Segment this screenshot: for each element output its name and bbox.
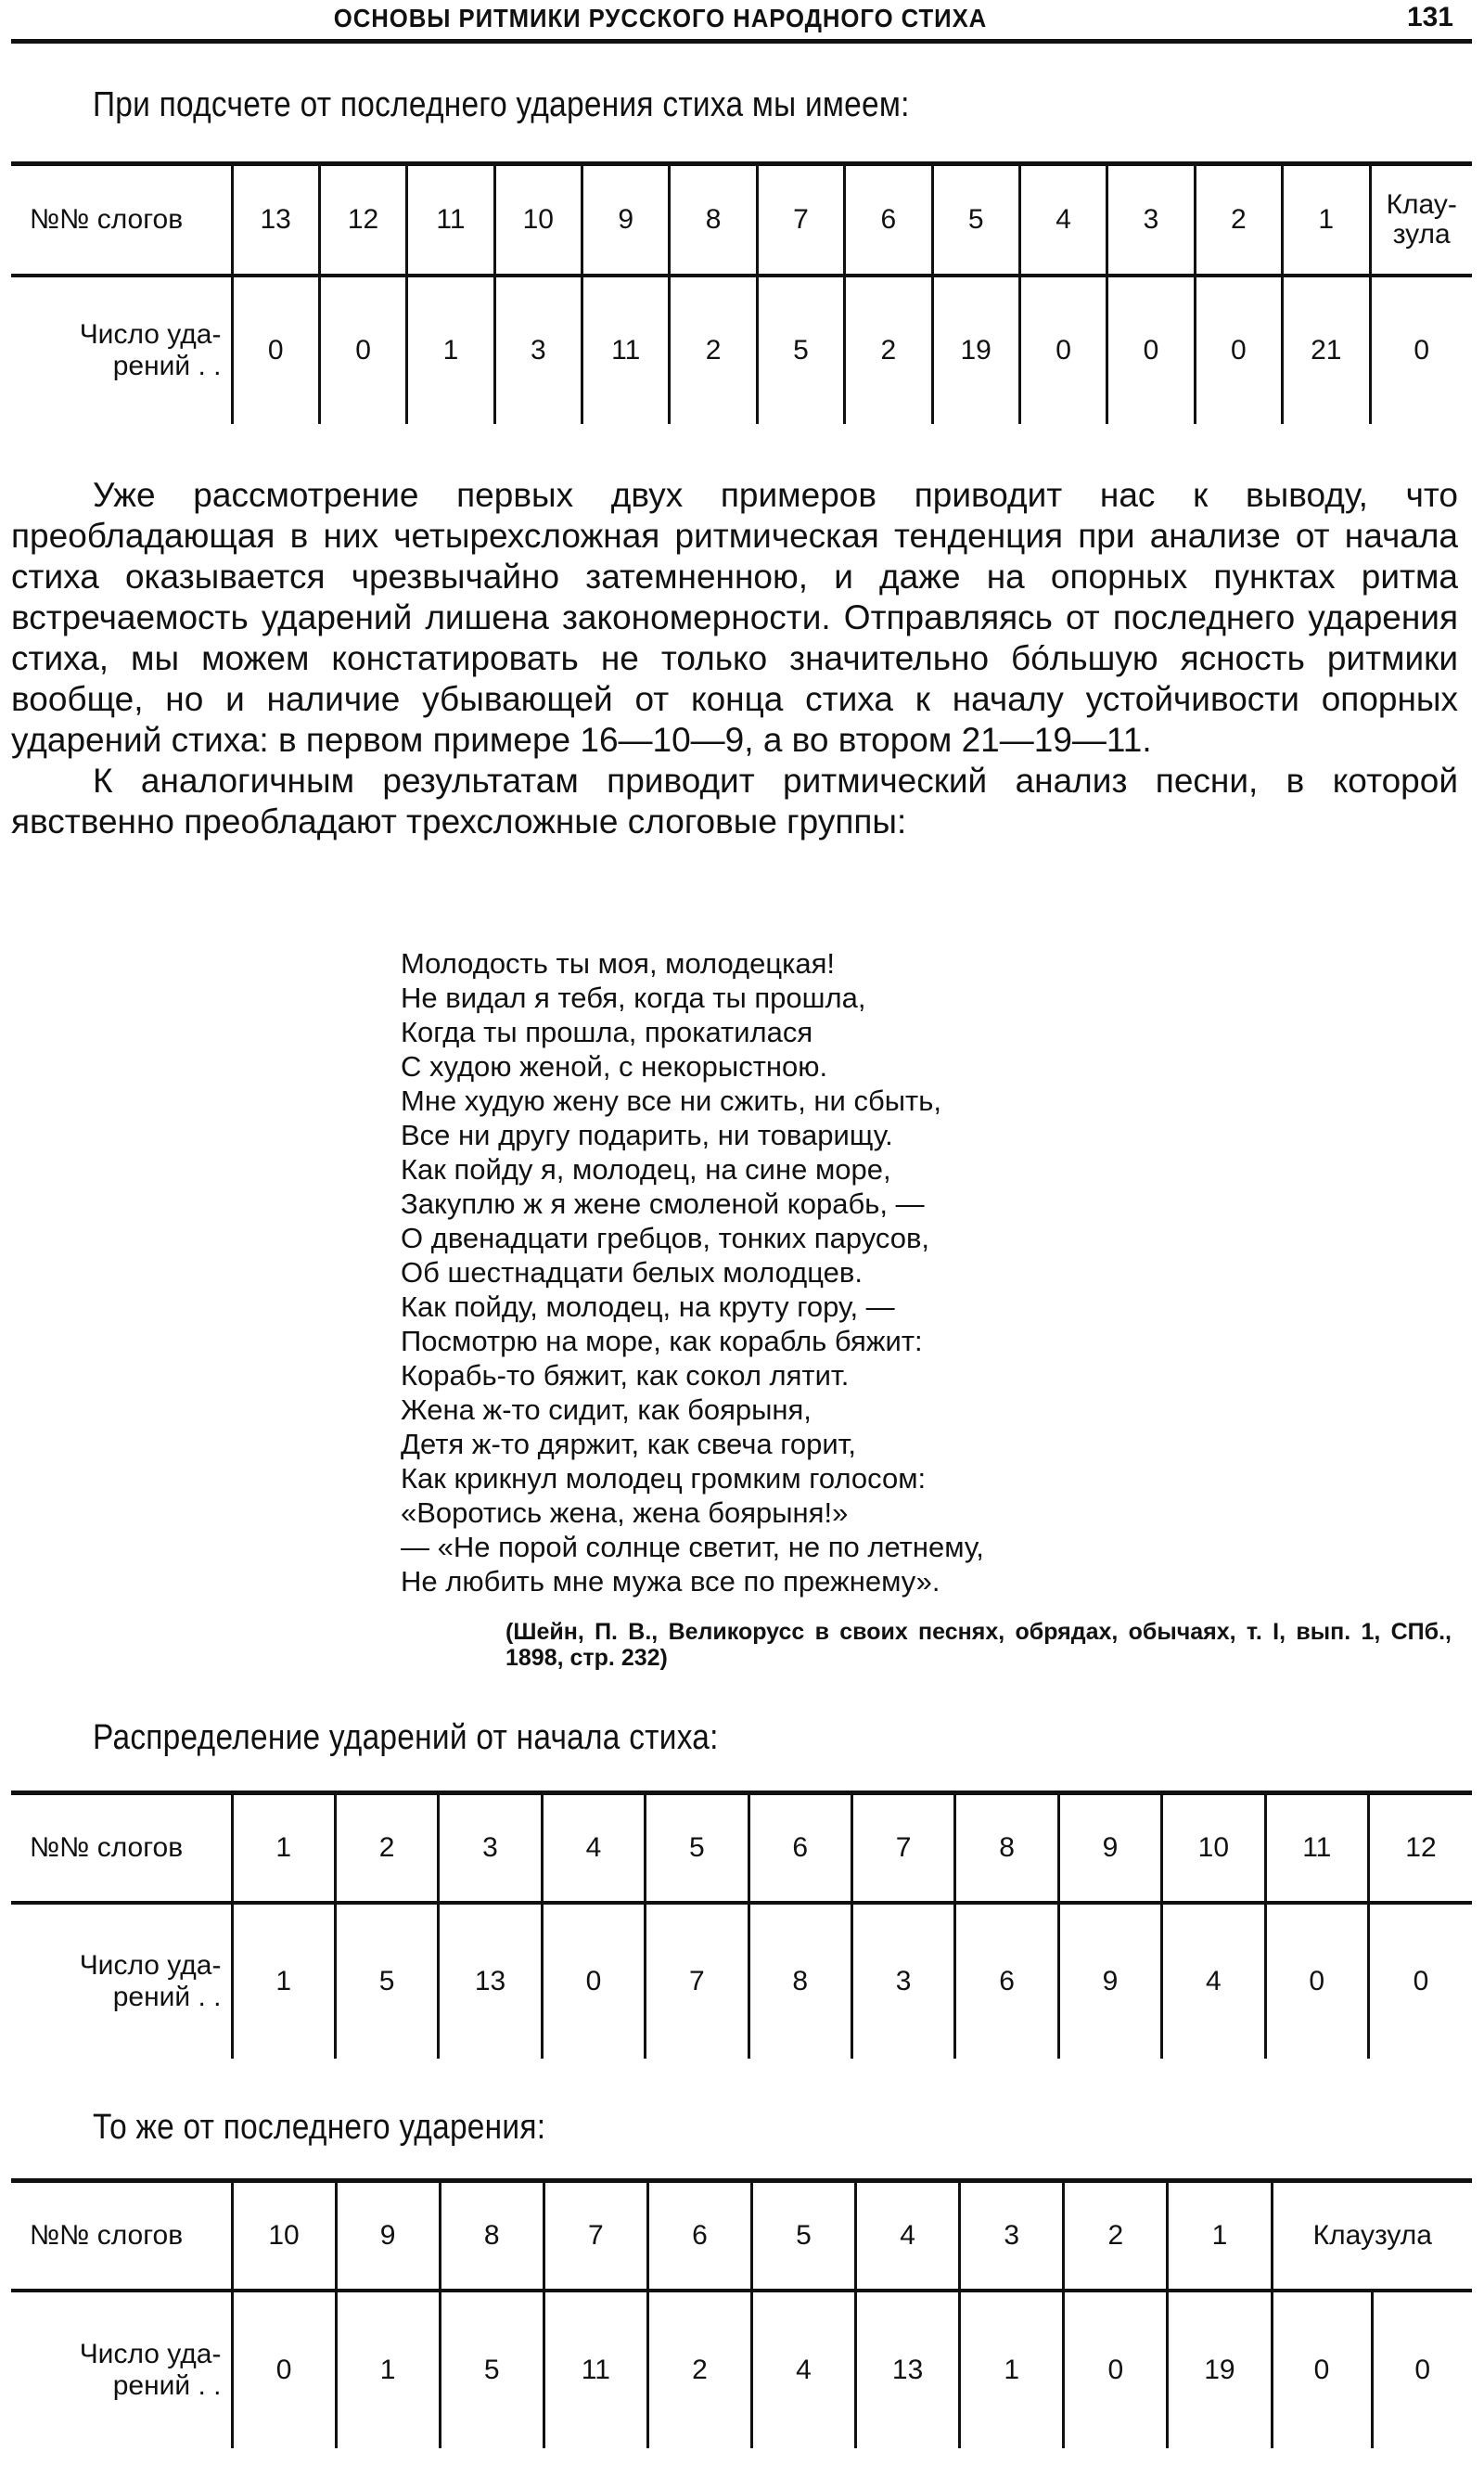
table-3-value: 5 (440, 2291, 544, 2448)
table-1-col: 7 (757, 164, 844, 276)
table-1-value: 11 (582, 276, 670, 424)
table-2-col: 9 (1058, 1793, 1161, 1903)
value-label-line-2: рений . . (112, 350, 222, 381)
poem-line: С худою женой, с некорыстною. (401, 1050, 828, 1083)
table-1-value-label (11, 276, 232, 424)
poem-line: Как крикнул молодец громким голосом: (401, 1462, 927, 1495)
table-3-value: 13 (856, 2291, 960, 2448)
table-3-col: 2 (1064, 2181, 1168, 2291)
poem-line: Когда ты прошла, прокатилася (401, 1016, 813, 1048)
table-2-value: 6 (955, 1903, 1058, 2059)
value-label-line-2: рений . . (112, 2369, 222, 2401)
table-3-value: 2 (647, 2291, 751, 2448)
poem-line: Не видал я тебя, когда ты прошла, (401, 982, 866, 1014)
table-1-value: 2 (845, 276, 932, 424)
poem-line: — «Не порой солнце светит, не по летнему, (401, 1531, 984, 1563)
table-3-col: 5 (751, 2181, 855, 2291)
table-1-col: 5 (932, 164, 1019, 276)
poem-line: Мне худую жену все ни сжить, ни сбыть, (401, 1085, 941, 1117)
table-2-caption: Распределение ударений от начала стиха: (93, 1718, 719, 1757)
table-1-col: 11 (407, 164, 494, 276)
table-2-value: 0 (542, 1903, 645, 2059)
running-title: ОСНОВЫ РИТМИКИ РУССКОГО НАРОДНОГО СТИХА (333, 4, 988, 32)
table-1-value: 0 (232, 276, 319, 424)
clause-label-line-2: зула (1392, 218, 1451, 250)
table-1-value-row (11, 276, 1472, 424)
poem-line: О двенадцати гребцов, тонких парусов, (401, 1222, 930, 1254)
table-2-value: 13 (439, 1903, 542, 2059)
table-3-value: 0 (1064, 2291, 1168, 2448)
poem-line: Закуплю ж я жене смоленой корабь, — (401, 1187, 925, 1220)
table-3-col: 1 (1168, 2181, 1272, 2291)
table-2-col: 4 (542, 1793, 645, 1903)
paragraph-2: К аналогичным результатам приводит ритмический анализ песни, в которой явственно преобладают трехсложные слоговые группы: (11, 762, 1458, 841)
table-1-header-label: №№ слогов (30, 203, 184, 235)
table-1-value: 5 (757, 276, 844, 424)
table-1-value: 0 (1019, 276, 1107, 424)
table-3-clause-value: 0 (1372, 2291, 1472, 2448)
paragraph-1: Уже рассмотрение первых двух примеров приводит нас к выводу, что преобладающая в них четырехсложная ритмическая тенденция при анализе от начала стиха оказывается чрезвычайно затемненною, и даже на опорных пунктах ритма встречаемость ударений лишена закономерности. Отправляясь от последнего ударения стиха, мы можем констатировать не только значительно бо́льшую ясность ритмики вообще, но и наличие убывающей от конца стиха к началу устойчивости опорных ударений стиха: в первом примере 16—10—9, а во втором 21—19—11. (11, 476, 1458, 759)
table-3-caption: То же от последнего ударения: (93, 2108, 546, 2147)
poem-line: Жена ж-то сидит, как боярыня, (401, 1393, 812, 1426)
table-2-value: 7 (646, 1903, 748, 2059)
table-2-col: 8 (955, 1793, 1058, 1903)
table-2-header-row (11, 1793, 1472, 1903)
table-2-header-label: №№ слогов (30, 1831, 184, 1863)
table-2-value: 4 (1162, 1903, 1265, 2059)
table-2-col: 7 (851, 1793, 954, 1903)
table-1-value: 3 (494, 276, 582, 424)
citation: (Шейн, П. В., Великорусс в своих песнях, обрядах, обычаях, т. I, вып. 1, СПб., 1898, стр. 232) (505, 1619, 1452, 1671)
stress-table-from-last-stress-2 (11, 2178, 1472, 2448)
table-1-col: 1 (1283, 164, 1371, 276)
table-1-header-row (11, 164, 1472, 276)
table-3-value: 11 (544, 2291, 647, 2448)
table-1-value: 21 (1283, 276, 1371, 424)
table-3-col: 6 (647, 2181, 751, 2291)
table-2-value: 9 (1058, 1903, 1161, 2059)
table-3-header-row (11, 2181, 1472, 2291)
running-head (11, 0, 1472, 44)
stress-table-from-last-stress-1 (11, 161, 1472, 424)
table-1-col: 12 (319, 164, 406, 276)
table-2-col: 6 (748, 1793, 851, 1903)
table-1-col: 3 (1107, 164, 1195, 276)
body-text (11, 475, 1458, 842)
poem-line: Посмотрю на море, как корабль бяжит: (401, 1325, 923, 1357)
poem-line: Как пойду я, молодец, на сине море, (401, 1153, 891, 1186)
page-number: 131 (1406, 2, 1453, 32)
table-3-value-row (11, 2291, 1472, 2448)
table-2-value: 5 (335, 1903, 438, 2059)
value-label-line-1: Число уда- (79, 1949, 222, 1981)
table-3-col: 8 (440, 2181, 544, 2291)
table-1-col: 10 (494, 164, 582, 276)
table-3-value: 0 (232, 2291, 336, 2448)
table-3-col: 9 (336, 2181, 440, 2291)
value-label-line-2: рений . . (112, 1981, 222, 2012)
table-1-value: 19 (932, 276, 1019, 424)
table-2-col: 12 (1368, 1793, 1472, 1903)
table-3-value: 1 (336, 2291, 440, 2448)
table-1-value: 2 (670, 276, 757, 424)
poem-line: Не любить мне мужа все по прежнему». (401, 1565, 940, 1598)
poem-line: «Воротись жена, жена боярыня!» (401, 1496, 849, 1529)
table-3-value-label (11, 2291, 232, 2448)
table-2-col: 5 (646, 1793, 748, 1903)
table-1-col: 4 (1019, 164, 1107, 276)
table-1-value: 0 (1195, 276, 1282, 424)
table-2-col: 1 (232, 1793, 335, 1903)
table-3-clause-header: Клаузула (1272, 2181, 1472, 2291)
table-1-col: 13 (232, 164, 319, 276)
table-2-value: 1 (232, 1903, 335, 2059)
table-2-col: 2 (335, 1793, 438, 1903)
table-1-col: 9 (582, 164, 670, 276)
poem-line: Как пойду, молодец, на круту гору, — (401, 1290, 895, 1323)
table-1-col: 6 (845, 164, 932, 276)
table-2-col: 10 (1162, 1793, 1265, 1903)
table-2-value: 3 (851, 1903, 954, 2059)
table-3-col: 10 (232, 2181, 336, 2291)
poem-line: Корабь-то бяжит, как сокол лятит. (401, 1359, 850, 1392)
poem-line: Об шестнадцати белых молодцев. (401, 1256, 863, 1289)
clause-label-line-1: Клау- (1386, 188, 1457, 220)
table-2-col: 3 (439, 1793, 542, 1903)
table-1-clause-header (1370, 164, 1472, 276)
poem-line: Все ни другу подарить, ни товарищу. (401, 1119, 893, 1151)
table-3-header-label: №№ слогов (30, 2219, 184, 2251)
table-3-col: 4 (856, 2181, 960, 2291)
table-1-value: 1 (407, 276, 494, 424)
table-2-value: 0 (1368, 1903, 1472, 2059)
poem-line: Детя ж-то дяржит, как свеча горит, (401, 1428, 857, 1460)
table-1-value: 0 (1107, 276, 1195, 424)
table-2-value: 8 (748, 1903, 851, 2059)
table-3-clause-value: 0 (1272, 2291, 1372, 2448)
table-3-value: 1 (960, 2291, 1064, 2448)
table-1-clause-value: 0 (1370, 276, 1472, 424)
poem-line: Молодость ты моя, молодецкая! (401, 947, 836, 980)
poem (401, 946, 984, 1598)
value-label-line-1: Число уда- (79, 2338, 222, 2369)
table-3-col: 7 (544, 2181, 647, 2291)
table-2-value-label (11, 1903, 232, 2059)
table-2-value: 0 (1265, 1903, 1368, 2059)
table-1-col: 8 (670, 164, 757, 276)
table-3-value: 4 (751, 2291, 855, 2448)
table-1-caption: При подсчете от последнего ударения стиха мы имеем: (93, 85, 910, 124)
table-3-value: 19 (1168, 2291, 1272, 2448)
table-3-col: 3 (960, 2181, 1064, 2291)
table-2-col: 11 (1265, 1793, 1368, 1903)
stress-table-from-start (11, 1790, 1472, 2059)
value-label-line-1: Число уда- (79, 318, 222, 350)
table-2-value-row (11, 1903, 1472, 2059)
table-1-value: 0 (319, 276, 406, 424)
table-1-col: 2 (1195, 164, 1282, 276)
